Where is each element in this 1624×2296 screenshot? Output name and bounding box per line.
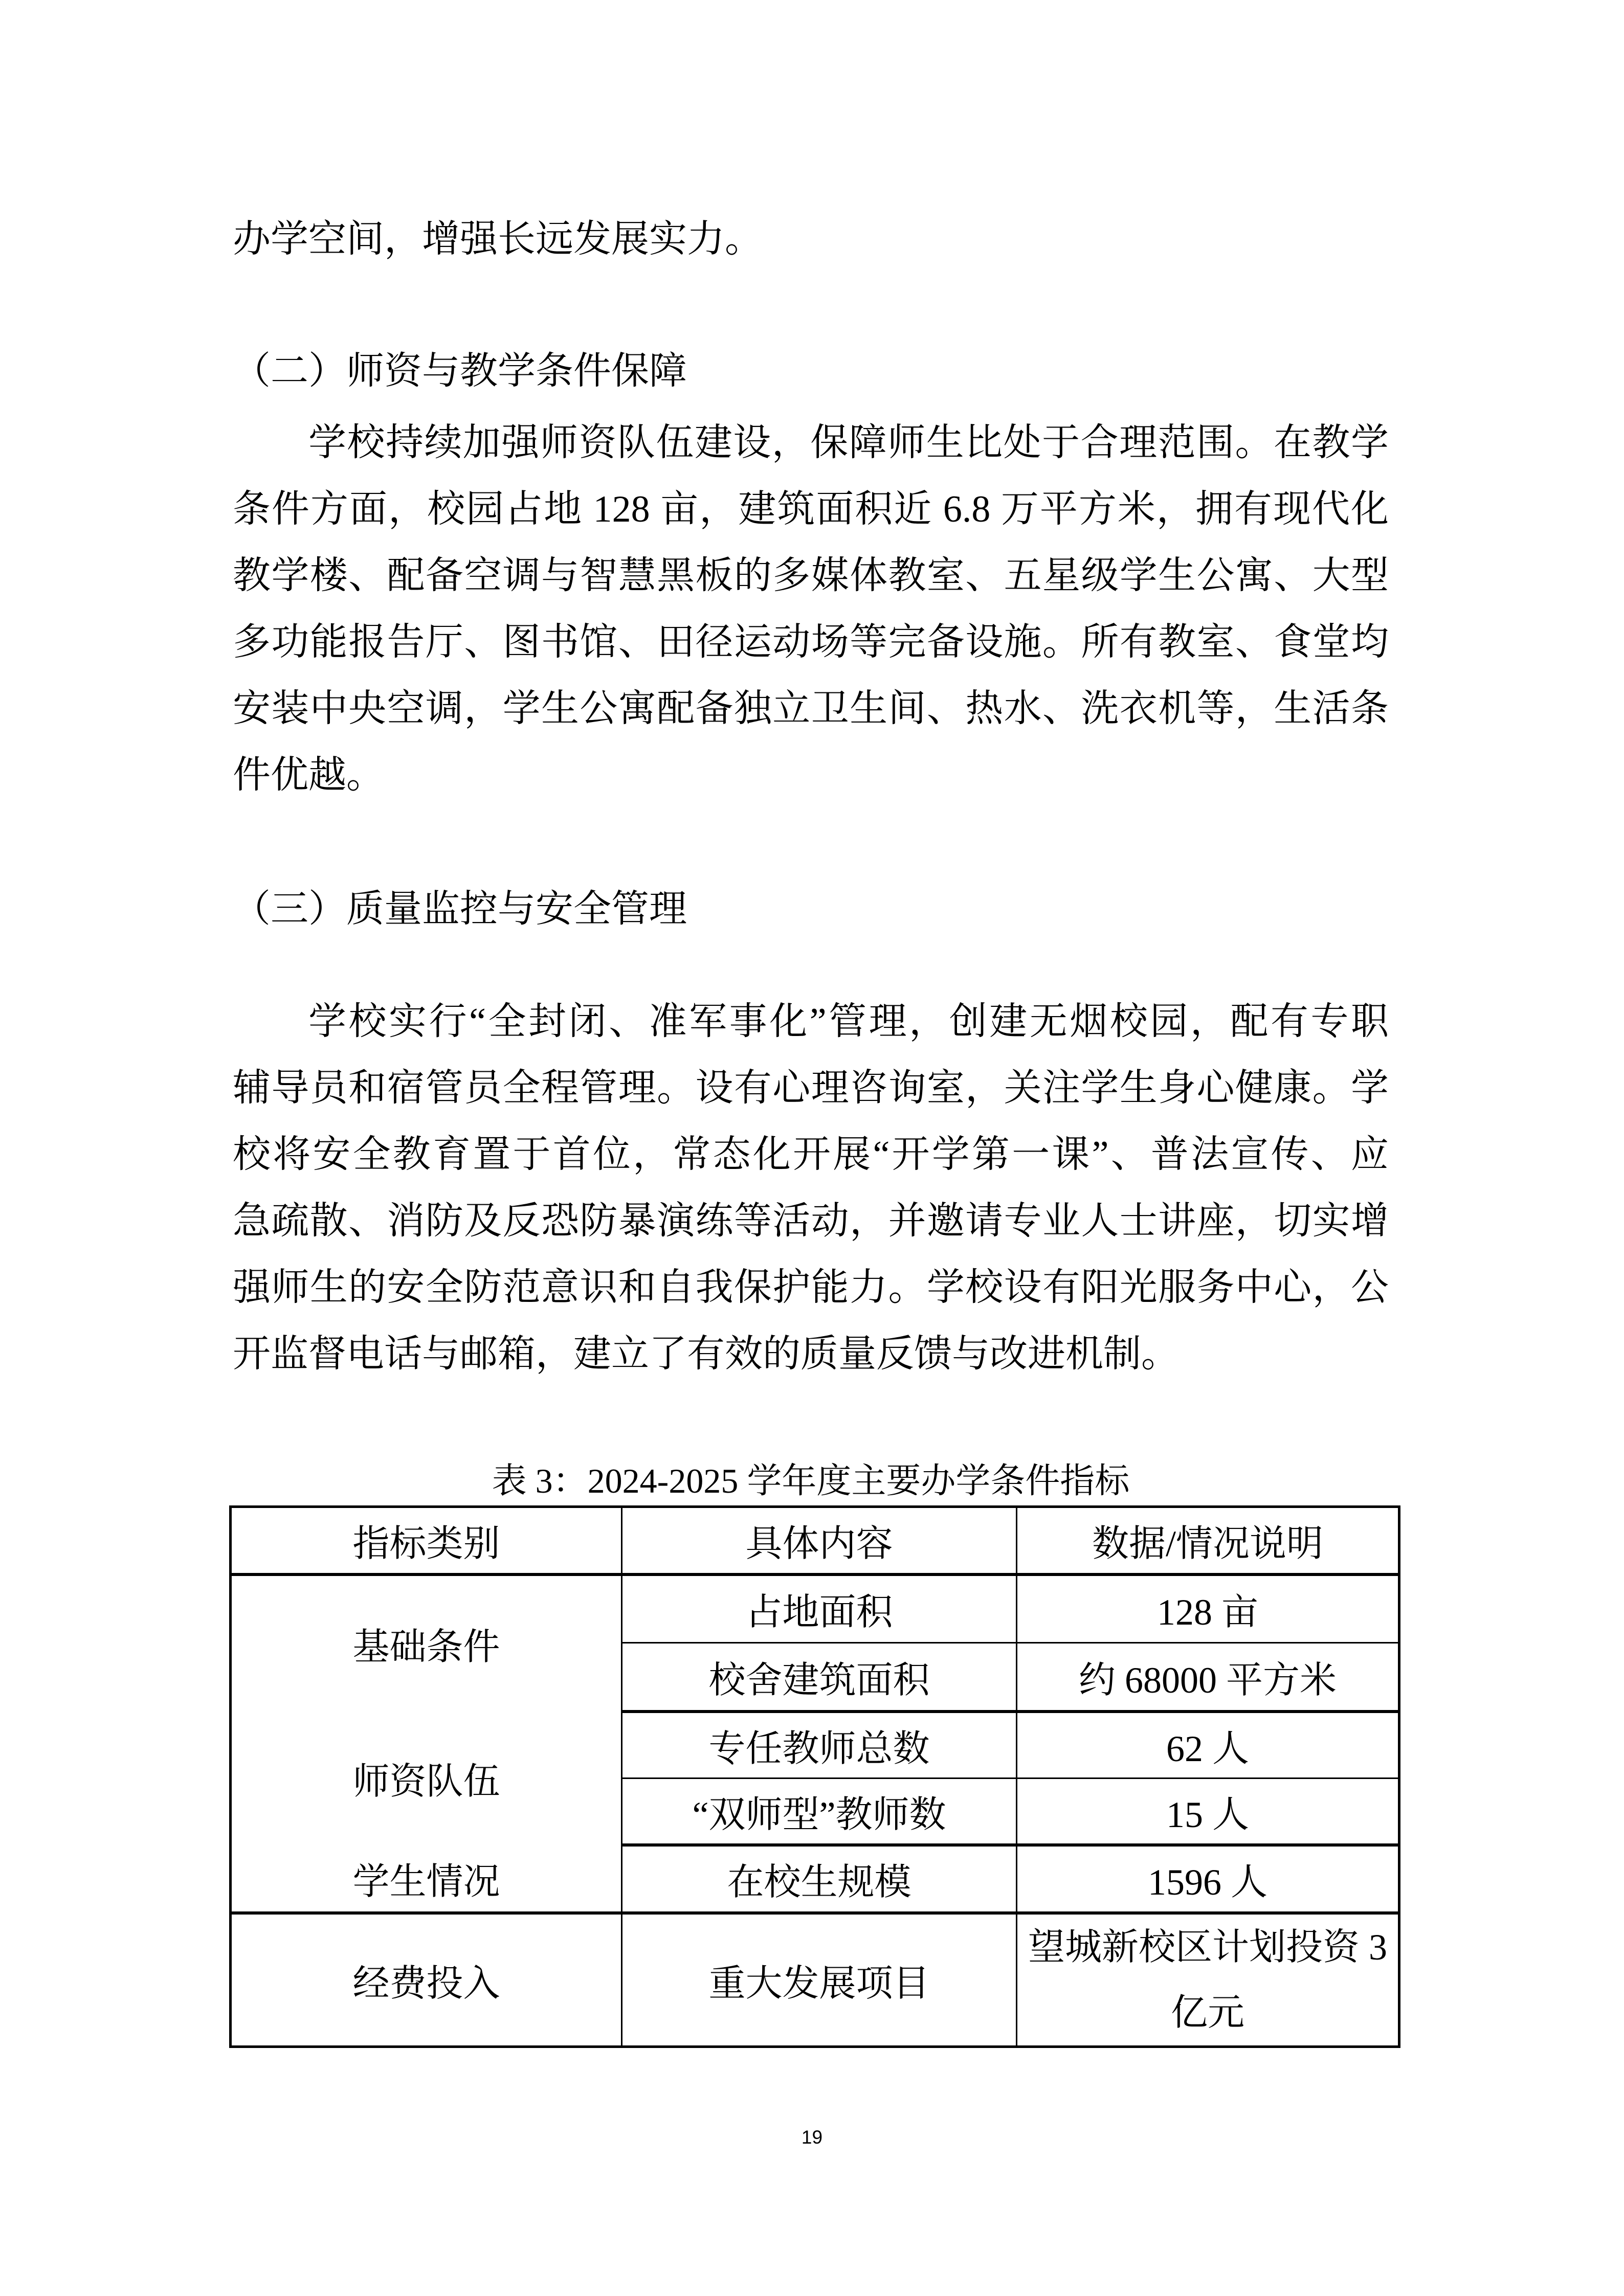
value-cell: 约 68000 平方米 <box>1017 1643 1399 1712</box>
table-row <box>231 1845 1399 1913</box>
item-cell: “双师型”教师数 <box>622 1779 1017 1845</box>
column-header-category: 指标类别 <box>231 1507 622 1574</box>
paragraph-line: 开监督电话与邮箱，建立了有效的质量反馈与改进机制。 <box>233 1333 1179 1375</box>
paragraph-line: 学校持续加强师资队伍建设，保障师生比处于合理范围。在教学 <box>308 422 1389 464</box>
value-cell: 15 人 <box>1017 1779 1399 1845</box>
paragraph-line: 校将安全教育置于首位，常态化开展“开学第一课”、普法宣传、应 <box>233 1134 1389 1176</box>
column-header-item: 具体内容 <box>622 1507 1017 1574</box>
value-cell: 1596 人 <box>1017 1845 1399 1913</box>
category-cell: 基础条件 <box>352 1627 500 1668</box>
section-heading-2: （二）师资与教学条件保障 <box>233 350 687 392</box>
paragraph-line: 教学楼、配备空调与智慧黑板的多媒体教室、五星级学生公寓、大型 <box>233 555 1389 597</box>
item-cell: 在校生规模 <box>622 1845 1017 1913</box>
paragraph-line: 强师生的安全防范意识和自我保护能力。学校设有阳光服务中心，公 <box>233 1267 1389 1309</box>
table-row <box>231 1574 1399 1643</box>
paragraph-line: 多功能报告厅、图书馆、田径运动场等完备设施。所有教室、食堂均 <box>233 621 1389 663</box>
section-heading-3: （三）质量监控与安全管理 <box>233 888 687 930</box>
table-row <box>231 1913 1399 2047</box>
value-cell: 62 人 <box>1017 1712 1399 1779</box>
paragraph-line: 件优越。 <box>233 754 384 796</box>
table-row <box>231 1712 1399 1779</box>
paragraph-line: 安装中央空调，学生公寓配备独立卫生间、热水、洗衣机等，生活条 <box>233 688 1389 730</box>
item-cell: 占地面积 <box>622 1574 1017 1643</box>
item-cell: 专任教师总数 <box>622 1712 1017 1779</box>
column-header-value: 数据/情况说明 <box>1017 1507 1399 1574</box>
category-cell: 学生情况 <box>231 1845 622 1913</box>
item-cell: 重大发展项目 <box>622 1913 1017 2047</box>
paragraph-continuation-line: 办学空间，增强长远发展实力。 <box>233 218 763 260</box>
category-cell: 师资队伍 <box>352 1761 500 1802</box>
paragraph-line: 条件方面，校园占地 128 亩，建筑面积近 6.8 万平方米，拥有现代化 <box>233 488 1389 530</box>
table-caption: 表 3：2024-2025 学年度主要办学条件指标 <box>492 1461 1130 1500</box>
category-cell: 经费投入 <box>352 1963 500 2004</box>
value-cell: 望城新校区计划投资 3 亿元 <box>1017 1913 1399 2047</box>
value-cell: 128 亩 <box>1017 1574 1399 1643</box>
item-cell: 校舍建筑面积 <box>622 1643 1017 1712</box>
paragraph-line: 学校实行“全封闭、准军事化”管理，创建无烟校园，配有专职 <box>308 1001 1389 1043</box>
paragraph-teaching-conditions <box>233 410 1389 808</box>
paragraph-quality-safety <box>233 988 1389 1387</box>
paragraph-line: 急疏散、消防及反恐防暴演练等活动，并邀请专业人士讲座，切实增 <box>233 1200 1389 1242</box>
school-conditions-table <box>229 1505 1400 2048</box>
paragraph-line: 辅导员和宿管员全程管理。设有心理咨询室，关注学生身心健康。学 <box>233 1067 1389 1109</box>
table-header-row <box>231 1507 1399 1574</box>
page-number: 19 <box>801 2127 823 2148</box>
